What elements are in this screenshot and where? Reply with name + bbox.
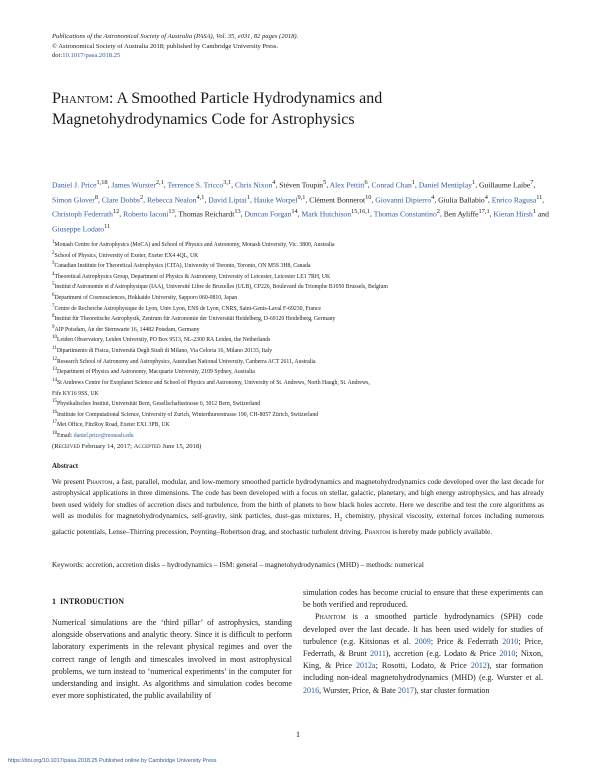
author-affiliation-marker: 7 bbox=[530, 179, 534, 186]
intro-paragraph-continued: simulation codes has become crucial to ensure that these experiments can be both verified and reproduced. bbox=[303, 588, 543, 610]
affiliation: $^{10}$Leiden Observatory, Leiden University, PO Box 9513, NL-2300 RA Leiden, the Netherlands bbox=[52, 335, 271, 344]
author-name[interactable]: Daniel Mentiplay bbox=[418, 180, 473, 190]
author-name[interactable]: Simon Glover bbox=[52, 195, 95, 205]
affiliation: $^6$Department of Cosmosciences, Hokkaido University, Sapporo 060-0810, Japan bbox=[52, 293, 238, 301]
author-affiliation-marker: 4 bbox=[431, 193, 435, 201]
citation-link[interactable]: 2009 bbox=[414, 636, 431, 646]
received-accepted-dates: (Received February 14, 2017; Accepted June 15, 2018) bbox=[52, 443, 202, 450]
affiliation-list bbox=[52, 239, 552, 441]
affiliation: $^{16}$Institute for Computational Science, University of Zurich, Winterthurerstrasse 190, CH-8057 Zürich, Switzerland bbox=[52, 409, 319, 418]
author-name[interactable]: Mark Hutchison bbox=[301, 209, 352, 219]
author-name[interactable]: Hauke Worpel bbox=[253, 195, 298, 205]
author-name: Thomas Reichardt bbox=[178, 209, 235, 219]
author-affiliation-marker: 11 bbox=[536, 193, 543, 201]
author-affiliation-marker: 2 bbox=[139, 193, 144, 201]
author-affiliation-marker: 2,1 bbox=[155, 179, 164, 186]
author-affiliation-marker: 4,1 bbox=[196, 193, 205, 201]
author-affiliation-marker: 10 bbox=[365, 193, 372, 201]
section-heading-introduction: 1 INTRODUCTION bbox=[52, 597, 125, 606]
author-affiliation-marker: 6 bbox=[364, 179, 368, 186]
author-name[interactable]: Duncan Forgan bbox=[244, 209, 292, 219]
corresponding-email: $^{18}$Email: daniel.price@monash.edu bbox=[52, 430, 134, 439]
citation-link[interactable]: 2010 bbox=[499, 649, 516, 659]
citation-link[interactable]: 2010 bbox=[502, 636, 519, 646]
affiliation: $^{14}$St Andrews Centre for Exoplanet Science and School of Physics and Astronomy, University of St. Andrews, North Haugh, St. Andrews, bbox=[52, 377, 370, 386]
author-name[interactable]: Daniel J. Price bbox=[52, 180, 97, 190]
paper-title: Phantom: A Smoothed Particle Hydrodynamics and Magnetohydrodynamics Code for Astrophysics bbox=[52, 90, 383, 128]
author-affiliation-marker: 1 bbox=[532, 208, 537, 216]
affiliation: $^1$Monash Centre for Astrophysics (MoCA) and School of Physics and Astronomy, Monash University, Vic. 3800, Australia bbox=[52, 240, 335, 248]
abstract-heading: Abstract bbox=[52, 462, 79, 470]
author-name: Ben Ayliffe bbox=[443, 209, 479, 219]
author-affiliation-marker: 1 bbox=[472, 179, 476, 186]
affiliation: $^9$AIP Potsdam, An der Sternwarte 16, 14482 Potsdam, Germany bbox=[52, 324, 200, 333]
journal-header bbox=[52, 32, 492, 61]
citation-link[interactable]: 2017 bbox=[397, 685, 414, 695]
author-affiliation-marker: 2 bbox=[436, 208, 440, 216]
affiliation: Fife KY16 9SS, UK bbox=[52, 390, 99, 397]
affiliation: $^4$Theoretical Astrophysics Group, Department of Physics & Astronomy, University of Leicester, Leicester LE1 7RH, UK bbox=[52, 271, 331, 280]
citation-link[interactable]: 2011 bbox=[370, 649, 386, 659]
author-affiliation-marker: 1 bbox=[246, 193, 250, 201]
doi-link[interactable]: 10.1017/pasa.2018.25 bbox=[62, 52, 121, 60]
author-name[interactable]: Christoph Federrath bbox=[52, 209, 113, 219]
author-name[interactable]: Terrence S. Tricco bbox=[167, 180, 224, 190]
abstract-text: We present Phantom, a fast, parallel, modular, and low-memory smoothed particle hydrodynamics and magnetohydrodynamics code developed over the last decade for astrophysical applications in three dimensions. The code has been developed with a focus on stellar, galactic, planetary, and high energy astrophysics, and has already been used widely for studies of accretion discs and turbulence, from the birth of planets to how black holes accrete. Here we describe and test the core algorithms as well as modules for magnetohydrodynamics, self-gravity, sink particles, dust–gas mixtures, $H_2$ chemistry, physical viscosity, external forces including numerous galactic potentials, Lense–Thirring precession, Poynting–Robertson drag, and stochastic turbulent driving. Phantom is hereby made publicly available. bbox=[52, 477, 545, 536]
page-number: 1 bbox=[296, 730, 300, 739]
affiliation: $^8$Institut für Theoretische Astrophysik, Zentrum für Astronomie der Universität Heidelberg, D-69120 Heidelberg, Germany bbox=[52, 314, 336, 323]
footer-doi-link[interactable]: https://doi.org/10.1017/pasa.2018.25 Published online by Cambridge University Press bbox=[8, 758, 217, 764]
author-affiliation-marker: 17,1 bbox=[478, 208, 490, 216]
author-name[interactable]: Alex Pettitt bbox=[329, 180, 365, 190]
author-name[interactable]: Clare Dobbs bbox=[101, 195, 140, 205]
author-affiliation-marker: 5 bbox=[323, 179, 327, 186]
citation-link[interactable]: 2016 bbox=[303, 685, 320, 695]
author-affiliation-marker: 8 bbox=[94, 193, 98, 201]
affiliation: $^{15}$Physikalisches Institut, Universität Bern, Gesellschaftsstrasse 6, 3012 Bern, Switzerland bbox=[52, 399, 261, 408]
journal-citation: Publications of the Astronomical Society of Australia (PASA), Vol. 35, e031, 82 pages (2018). bbox=[52, 33, 299, 40]
email-link[interactable]: daniel.price@monash.edu bbox=[73, 432, 134, 439]
author-list: Daniel J. Price$^{1,18}$, James Wurster$^{2,1}$, Terrence S. Tricco$^{3,1}$, Chris Nixon$^4$, Stéven Toupin$^5$, Alex Pettitt$^6$, Conrad Chan$^1$, Daniel Mentiplay$^1$, Guillaume Laibe$^7$, Simon Glover$^8$, Clare Dobbs$^2$, Rebecca Nealon$^{4,1}$, David Liptai$^1$, Hauke Worpel$^{9,1}$, Clément Bonnerot$^{10}$, Giovanni Dipierro$^4$, Giulia Ballabio$^4$, Enrico Ragusa$^{11}$, Christoph Federrath$^{12}$, Roberto Iaconi$^{13}$, Thomas Reichardt$^{13}$, Duncan Forgan$^{14}$, Mark Hutchison$^{15,16,1}$, Thomas Constantino$^2$, Ben Ayliffe$^{17,1}$, Kieran Hirsh$^1$ and Giuseppe Lodato$^{11}$ bbox=[52, 179, 549, 234]
author-affiliation-marker: 13 bbox=[234, 208, 241, 216]
author-affiliation-marker: 14 bbox=[291, 208, 298, 216]
author-name: Clément Bonnerot bbox=[309, 195, 366, 205]
author-affiliation-marker: 1 bbox=[411, 179, 415, 186]
intro-paragraph-1: Numerical simulations are the ‘third pillar’ of astrophysics, standing alongside observations and analytic theory. Since it is difficult to perform laboratory experiments in the relevant physical regimes and over the correct range of length and timescales involved in most astrophysical problems, we turn instead to ‘numerical experiments’ in the computer for understanding and insight. As algorithms and simulation codes become ever more sophisticated, the public availability of bbox=[52, 618, 292, 701]
author-affiliation-marker: 4 bbox=[484, 193, 488, 201]
author-name[interactable]: James Wurster bbox=[111, 180, 156, 190]
author-name: Stéven Toupin bbox=[279, 180, 324, 190]
author-affiliation-marker: 15,16,1 bbox=[351, 208, 371, 216]
author-affiliation-marker: 13 bbox=[168, 208, 175, 216]
affiliation: $^5$Institut d'Astronomie et d'Astrophysique (IAA), Université Libre de Bruxelles (ULB), CP226, Boulevard du Triomphe B1050 Brussels, Belgium bbox=[52, 282, 388, 291]
author-name[interactable]: Roberto Iaconi bbox=[123, 209, 169, 219]
copyright-line: © Astronomical Society of Australia 2018; published by Cambridge University Press. bbox=[52, 42, 279, 50]
intro-paragraph-2: Phantom is a smoothed particle hydrodynamics (SPH) code developed over the last decade. It has been used widely for studies of turbulence (e.g. Kitsionas et al. 2009; Price & Federrath 2010; Price, Federrath, & Brunt 2011), accretion (e.g. Lodato & Price 2010; Nixon, King, & Price 2012a; Rosotti, Lodato, & Price 2012), star formation including non-ideal magnetohydrodynamics (MHD) (e.g. Wurster et al. 2016, Wurster, Price, & Bate 2017), star cluster formation bbox=[303, 612, 543, 695]
intro-right-column bbox=[303, 587, 543, 697]
author-name[interactable]: Rebecca Nealon bbox=[146, 195, 197, 205]
author-name[interactable]: Thomas Constantino bbox=[373, 209, 437, 219]
affiliation: $^3$Canadian Institute for Theoretical Astrophysics (CITA), University of Toronto, Toronto, ON M5S 3H8, Canada bbox=[52, 261, 311, 270]
keywords: Keywords: accretion, accretion disks – hydrodynamics – ISM: general – magnetohydrodynamics (MHD) – methods: numerical bbox=[52, 560, 424, 569]
author-affiliation-marker: 9,1 bbox=[297, 193, 306, 201]
author-affiliation-marker: 3,1 bbox=[223, 179, 232, 186]
citation-link[interactable]: 2012 bbox=[470, 661, 487, 671]
author-name[interactable]: Chris Nixon bbox=[234, 180, 273, 190]
author-affiliation-marker: 12 bbox=[112, 208, 120, 216]
author-name[interactable]: Giuseppe Lodato bbox=[52, 224, 105, 234]
affiliation: $^{13}$Department of Physics and Astronomy, Macquarie University, 2109 Sydney, Australia bbox=[52, 367, 255, 376]
author-affiliation-marker: 4 bbox=[272, 179, 276, 186]
author-name[interactable]: Conrad Chan bbox=[371, 180, 412, 190]
author-name[interactable]: Kieran Hirsh bbox=[493, 209, 533, 219]
affiliation: $^2$School of Physics, University of Exeter, Exeter EX4 4QL, UK bbox=[52, 250, 199, 259]
author-name[interactable]: Giovanni Dipierro bbox=[375, 195, 432, 205]
author-affiliation-marker: 1,18 bbox=[96, 179, 108, 186]
author-name: Guillaume Laibe bbox=[479, 180, 531, 190]
author-affiliation-marker: 11 bbox=[104, 222, 111, 230]
citation-link[interactable]: 2012a bbox=[355, 661, 376, 671]
affiliation: $^{12}$Research School of Astronomy and Astrophysics, Australian National University, Canberra ACT 2611, Australia bbox=[52, 356, 316, 365]
doi-line: doi:10.1017/pasa.2018.25 bbox=[52, 52, 121, 60]
intro-left-column bbox=[52, 617, 292, 702]
author-name: Giulia Ballabio bbox=[438, 195, 485, 205]
affiliation: $^7$Centre de Recherche Astrophysique de Lyon, Univ Lyon, ENS de Lyon, CNRS, Saint-Genis-Laval F-69230, France bbox=[52, 303, 322, 312]
affiliation: $^{11}$Dipartimento di Fisica, Università Degli Studi di Milano, Via Celoria 16, Milano 20133, Italy bbox=[52, 346, 273, 354]
author-name[interactable]: David Liptai bbox=[208, 195, 247, 205]
affiliation: $^{17}$Met Office, FitzRoy Road, Exeter EX1 3PB, UK bbox=[52, 420, 170, 429]
author-name[interactable]: Enrico Ragusa bbox=[491, 195, 537, 205]
